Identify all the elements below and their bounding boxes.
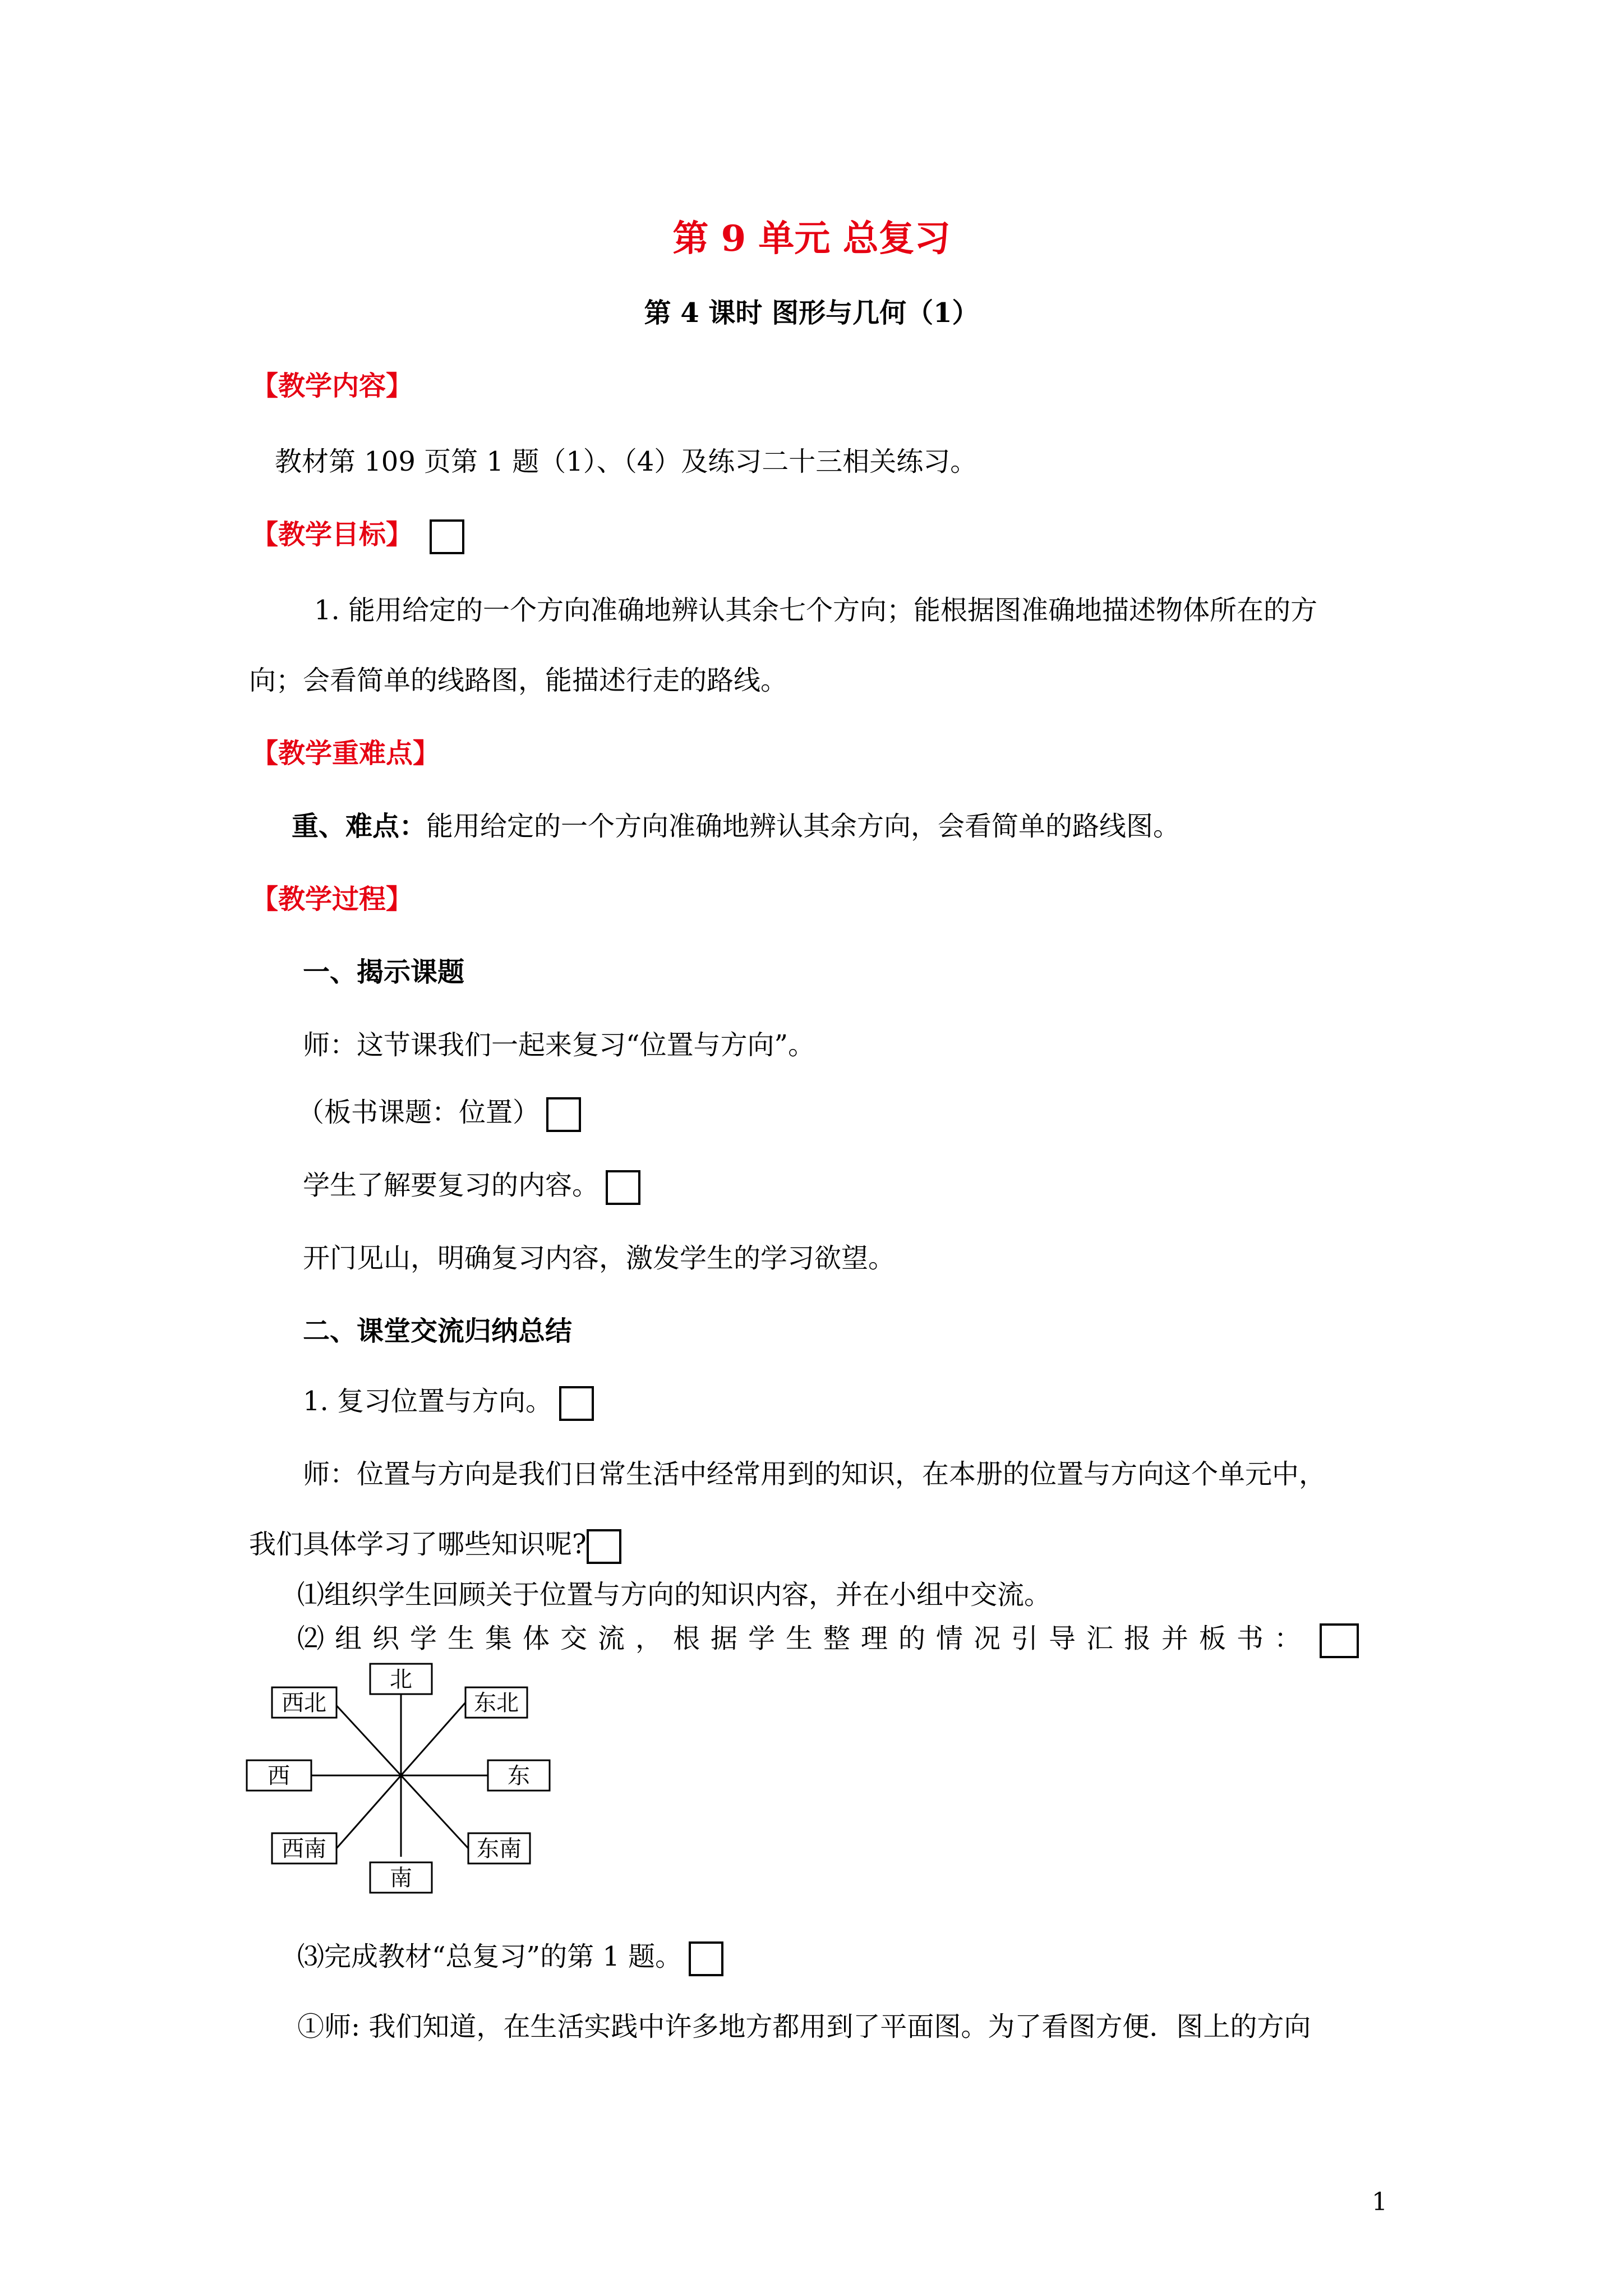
- goal-line-2: 向；会看简单的线路图，能描述行走的路线。: [249, 665, 788, 696]
- part2-item1: [303, 1386, 594, 1421]
- page-title: 第 9 单元 总复习: [672, 218, 951, 260]
- part1-intent: 开门见山，明确复习内容，激发学生的学习欲望。: [303, 1243, 896, 1274]
- part2-teacher-line-2: [249, 1529, 621, 1564]
- checkbox[interactable]: [689, 1941, 723, 1976]
- heading-key-points: 【教学重难点】: [251, 738, 440, 769]
- part2-teacher-line-1: 师：位置与方向是我们日常生活中经常用到的知识，在本册的位置与方向这个单元中，: [303, 1458, 1326, 1490]
- checkbox[interactable]: [1320, 1623, 1359, 1658]
- northwest-label: 西北: [282, 1690, 326, 1716]
- checkbox[interactable]: [587, 1529, 621, 1564]
- part2-item1-text: 1. 复习位置与方向。: [303, 1386, 553, 1417]
- checkbox[interactable]: [546, 1097, 581, 1132]
- southwest-label: 西南: [282, 1836, 326, 1862]
- part2-step3-text: ⑶完成教材“总复习”的第 1 题。: [297, 1941, 683, 1972]
- part2-step4: ①师: 我们知道，在生活实践中许多地方都用到了平面图。为了看图方便．图上的方向: [297, 2011, 1311, 2042]
- east-label: 东: [508, 1763, 530, 1789]
- part2-heading: 二、课堂交流归纳总结: [303, 1315, 573, 1347]
- west-label: 西: [268, 1763, 290, 1789]
- checkbox[interactable]: [559, 1386, 594, 1421]
- compass-diagram: [241, 1660, 555, 1907]
- part2-step1: ⑴组织学生回顾关于位置与方向的知识内容，并在小组中交流。: [297, 1579, 1052, 1611]
- key-points-label: 重、难点：: [292, 811, 427, 842]
- northeast-label: 东北: [474, 1690, 519, 1716]
- checkbox[interactable]: [606, 1170, 640, 1205]
- part2-teacher-line-2-text: 我们具体学习了哪些知识呢?: [249, 1529, 587, 1560]
- part2-step2: [297, 1623, 1359, 1658]
- goal-line-1: 1. 能用给定的一个方向准确地辨认其余七个方向；能根据图准确地描述物体所在的方: [314, 595, 1318, 626]
- part1-students: [303, 1170, 640, 1205]
- part2-step2-text: ⑵组织学生集体交流，根据学生整理的情况引导汇报并板书：: [297, 1623, 1312, 1654]
- south-label: 南: [390, 1865, 412, 1891]
- teaching-content-text: 教材第 109 页第 1 题（1）、（4）及练习二十三相关练习。: [275, 446, 978, 477]
- part1-board-text: （板书课题：位置）: [297, 1097, 540, 1128]
- part1-students-text: 学生了解要复习的内容。: [303, 1170, 600, 1201]
- part1-heading: 一、揭示课题: [303, 956, 465, 988]
- key-points-line: [292, 811, 1180, 843]
- part1-teacher: 师：这节课我们一起来复习“位置与方向”。: [303, 1029, 815, 1061]
- southeast-label: 东南: [477, 1836, 522, 1862]
- part1-board: [297, 1097, 581, 1132]
- checkbox[interactable]: [430, 519, 464, 554]
- part2-step3: [297, 1941, 723, 1976]
- heading-teaching-goals-label: 【教学目标】: [251, 519, 413, 550]
- heading-teaching-goals: [251, 519, 464, 554]
- lesson-subtitle: 第 4 课时 图形与几何（1）: [644, 297, 979, 329]
- north-label: 北: [390, 1667, 412, 1692]
- heading-teaching-content: 【教学内容】: [251, 370, 413, 402]
- heading-teaching-process: 【教学过程】: [251, 884, 413, 915]
- key-points-text: 能用给定的一个方向准确地辨认其余方向，会看简单的路线图。: [426, 811, 1181, 842]
- page-number: 1: [1372, 2188, 1387, 2216]
